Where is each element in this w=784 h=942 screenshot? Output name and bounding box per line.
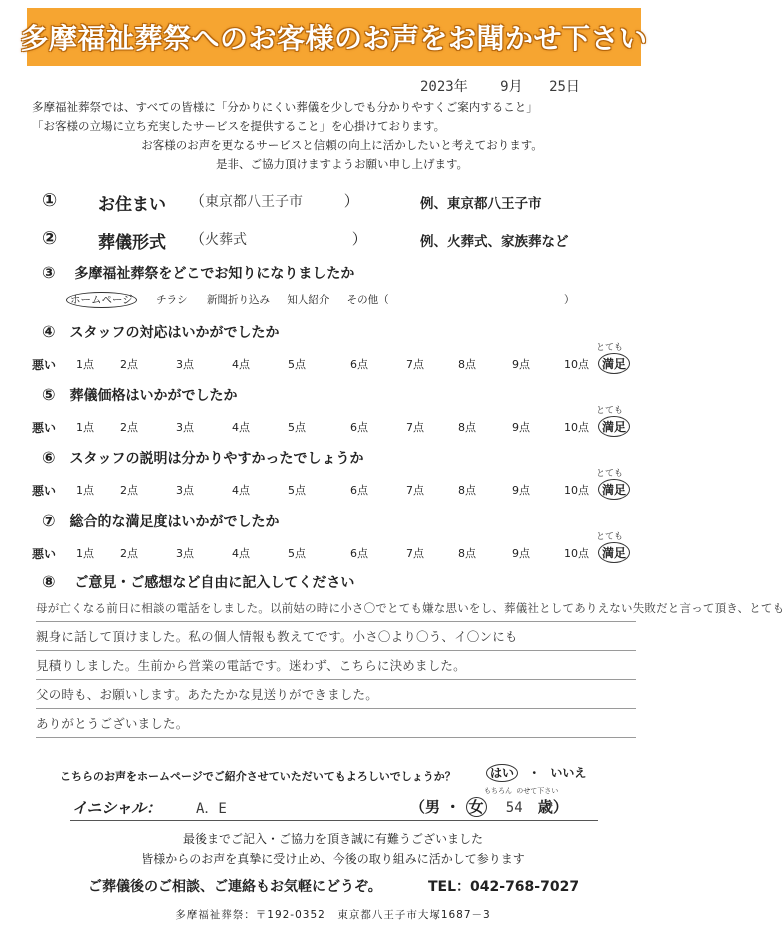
gender-dot: ・ — [445, 798, 461, 816]
scale-low-label: 悪い — [32, 358, 57, 372]
q8-number: ⑧ — [42, 572, 56, 591]
date-year: 2023 — [420, 79, 454, 95]
initials-label: イニシャル： — [72, 799, 162, 817]
totemo-annotation: とても — [596, 406, 624, 416]
q2-answer: 火葬式 — [205, 232, 248, 248]
comment-line: 父の時も、お願いします。あたたかな見送りができました。 — [36, 680, 636, 709]
consent-yes[interactable]: はい — [486, 764, 518, 782]
consent-sep: ・ — [528, 766, 541, 780]
intro-line: 多摩福祉葬祭では、すべての皆様に「分かりにくい葬儀を少しでも分かりやすくご案内すること」 — [32, 100, 538, 114]
gender-male[interactable]: 男 — [425, 798, 441, 816]
rating-scale — [32, 356, 642, 376]
contact-text: ご葬儀後のご相談、ご連絡もお気軽にどうぞ。 — [88, 879, 382, 895]
rating-question-number: ⑦ — [42, 511, 56, 530]
scale-high-label-selected[interactable]: 満足 — [598, 416, 630, 437]
scale-point[interactable]: 9点 — [512, 484, 530, 497]
age-value[interactable]: 54 — [505, 800, 523, 816]
scale-high-label-selected[interactable]: 満足 — [598, 542, 630, 563]
gender-female[interactable]: 女 — [466, 797, 487, 817]
date-day-unit: 日 — [565, 79, 580, 95]
scale-point[interactable]: 1点 — [76, 421, 94, 434]
scale-point[interactable]: 1点 — [76, 547, 94, 560]
q3-option-other[interactable]: その他（ — [346, 294, 389, 306]
q8-label: ご意見・ご感想など自由に記入してください — [74, 575, 355, 591]
comment-line: 親身に話して頂けました。私の個人情報も教えてです。小さ〇より〇う、イ〇ンにも — [36, 622, 636, 651]
question-2 — [42, 228, 57, 249]
q1-example: 例、東京都八王子市 — [420, 196, 542, 212]
scale-point[interactable]: 4点 — [232, 484, 250, 497]
totemo-annotation: とても — [596, 469, 624, 479]
scale-high-label-selected[interactable]: 満足 — [598, 353, 630, 374]
scale-point[interactable]: 10点 — [564, 484, 589, 497]
scale-point[interactable]: 9点 — [512, 421, 530, 434]
scale-low-label: 悪い — [32, 421, 57, 435]
scale-point[interactable]: 7点 — [406, 484, 424, 497]
scale-low-label: 悪い — [32, 547, 57, 561]
scale-point[interactable]: 7点 — [406, 358, 424, 371]
scale-point[interactable]: 4点 — [232, 358, 250, 371]
scale-point[interactable]: 3点 — [176, 547, 194, 560]
scale-point[interactable]: 3点 — [176, 484, 194, 497]
intro-text — [32, 98, 652, 174]
title-banner — [20, 8, 648, 66]
rating-question-number: ⑤ — [42, 385, 56, 404]
rating-question-7 — [42, 511, 280, 531]
q1-label: お住まい — [98, 195, 166, 215]
scale-point[interactable]: 5点 — [288, 358, 306, 371]
question-3 — [42, 263, 354, 283]
closing-line-1: 最後までご記入・ご協力を頂き誠に有難うございました — [182, 832, 483, 846]
date-line — [420, 76, 580, 96]
scale-point[interactable]: 8点 — [458, 358, 476, 371]
q3-number: ③ — [42, 263, 56, 282]
initials-value[interactable]: A．E — [196, 801, 227, 817]
rating-question-4 — [42, 322, 280, 342]
rating-question-5 — [42, 385, 238, 405]
scale-point[interactable]: 8点 — [458, 484, 476, 497]
scale-point[interactable]: 4点 — [232, 547, 250, 560]
consent-question: こちらのお声をホームページでご紹介させていただいてもよろしいでしょうか？ — [60, 770, 456, 783]
q1-answer: 東京都八王子市 — [205, 194, 304, 210]
totemo-annotation: とても — [596, 343, 624, 353]
rating-scale — [32, 545, 642, 565]
scale-point[interactable]: 4点 — [232, 421, 250, 434]
q1-paren-open: （ — [190, 192, 206, 210]
q2-label: 葬儀形式 — [98, 233, 166, 253]
closing-line-2: 皆様からのお声を真摯に受け止め、今後の取り組みに活かして参ります — [141, 852, 525, 866]
rating-question-number: ⑥ — [42, 448, 56, 467]
q2-paren-close: ） — [351, 230, 367, 248]
scale-high-label-selected[interactable]: 満足 — [598, 479, 630, 500]
q3-label: 多摩福祉葬祭をどこでお知りになりましたか — [74, 266, 355, 282]
scale-point[interactable]: 1点 — [76, 484, 94, 497]
scale-point[interactable]: 2点 — [120, 484, 138, 497]
q1-paren-close: ） — [343, 192, 359, 210]
scale-point[interactable]: 10点 — [564, 421, 589, 434]
q3-option-flyer[interactable]: チラシ — [156, 294, 188, 306]
gender-age — [410, 796, 568, 817]
scale-point[interactable]: 9点 — [512, 358, 530, 371]
initials-underline — [70, 820, 598, 821]
date-month-unit: 月 — [508, 79, 523, 95]
q1-answer-field[interactable] — [190, 190, 359, 211]
scale-point[interactable]: 6点 — [350, 547, 368, 560]
q3-option-newspaper[interactable]: 新聞折り込み — [206, 294, 270, 306]
rating-question-label: 葬儀価格はいかがでしたか — [69, 388, 238, 404]
date-year-unit: 年 — [453, 79, 468, 95]
q2-paren-open: （ — [190, 230, 206, 248]
rating-question-label: スタッフの対応はいかがでしたか — [69, 325, 280, 341]
totemo-annotation: とても — [596, 532, 624, 542]
q2-number: ② — [42, 228, 58, 249]
scale-point[interactable]: 7点 — [406, 421, 424, 434]
intro-line: 是非、ご協力頂けますようお願い申し上げます。 — [215, 157, 469, 171]
gender-open: （ — [410, 798, 426, 816]
contact-tel[interactable]: TEL：042-768-7027 — [428, 879, 580, 895]
scale-point[interactable]: 9点 — [512, 547, 530, 560]
scale-point[interactable]: 10点 — [564, 358, 589, 371]
intro-line: 「お客様の立場に立ち充実したサービスを提供すること」を心掛けております。 — [32, 119, 446, 133]
rating-question-6 — [42, 448, 364, 468]
question-1 — [42, 190, 57, 211]
comment-line: ありがとうございました。 — [36, 709, 636, 738]
q3-option-homepage[interactable]: ホームページ — [66, 292, 137, 308]
question-8 — [42, 572, 354, 592]
rating-question-label: 総合的な満足度はいかがでしたか — [69, 514, 280, 530]
scale-point[interactable]: 3点 — [176, 358, 194, 371]
consent-no[interactable]: いいえ — [550, 766, 587, 780]
scale-point[interactable]: 6点 — [350, 484, 368, 497]
q1-number: ① — [42, 190, 58, 211]
scale-point[interactable]: 10点 — [564, 547, 589, 560]
scale-point[interactable]: 1点 — [76, 358, 94, 371]
date-day: 25 — [549, 79, 566, 95]
scale-low-label: 悪い — [32, 484, 57, 498]
intro-line: お客様のお声を更なるサービスと信頼の向上に活かしたいと考えております。 — [141, 138, 543, 152]
footer-address: 多摩福祉葬祭：〒192-0352 東京都八王子市大塚1687－3 — [175, 909, 491, 921]
scale-point[interactable]: 6点 — [350, 421, 368, 434]
scale-point[interactable]: 5点 — [288, 421, 306, 434]
banner-title: 多摩福祉葬祭へのお客様のお声をお聞かせ下さい — [20, 22, 648, 55]
scale-point[interactable]: 2点 — [120, 358, 138, 371]
rating-question-label: スタッフの説明は分かりやすかったでしょうか — [69, 451, 364, 467]
scale-point[interactable]: 2点 — [120, 421, 138, 434]
scale-point[interactable]: 3点 — [176, 421, 194, 434]
consent-note: もちろん のせて下さい — [484, 787, 559, 795]
comment-line: 見積りしました。生前から営業の電話です。迷わず、こちらに決めました。 — [36, 651, 636, 680]
scale-point[interactable]: 8点 — [458, 547, 476, 560]
consent-options — [486, 764, 586, 781]
q2-answer-field[interactable] — [190, 228, 367, 249]
scale-point[interactable]: 6点 — [350, 358, 368, 371]
comment-box[interactable] — [36, 593, 784, 738]
q3-option-referral[interactable]: 知人紹介 — [287, 294, 330, 306]
q3-options — [66, 292, 626, 307]
rating-scale — [32, 482, 642, 502]
rating-scale — [32, 419, 642, 439]
scale-point[interactable]: 2点 — [120, 547, 138, 560]
age-unit: 歳） — [537, 798, 568, 816]
scale-point[interactable]: 7点 — [406, 547, 424, 560]
scale-point[interactable]: 5点 — [288, 547, 306, 560]
scale-point[interactable]: 5点 — [288, 484, 306, 497]
scale-point[interactable]: 8点 — [458, 421, 476, 434]
q2-example: 例、火葬式、家族葬など — [420, 234, 569, 250]
comment-line: 母が亡くなる前日に相談の電話をしました。以前姑の時に小さ〇でとても嫌な思いをし、葬儀社としてありえない失敗だと言って頂き、とても — [36, 593, 636, 622]
q3-options-close: ） — [564, 294, 575, 306]
rating-question-number: ④ — [42, 322, 56, 341]
date-month: 9 — [500, 79, 509, 95]
